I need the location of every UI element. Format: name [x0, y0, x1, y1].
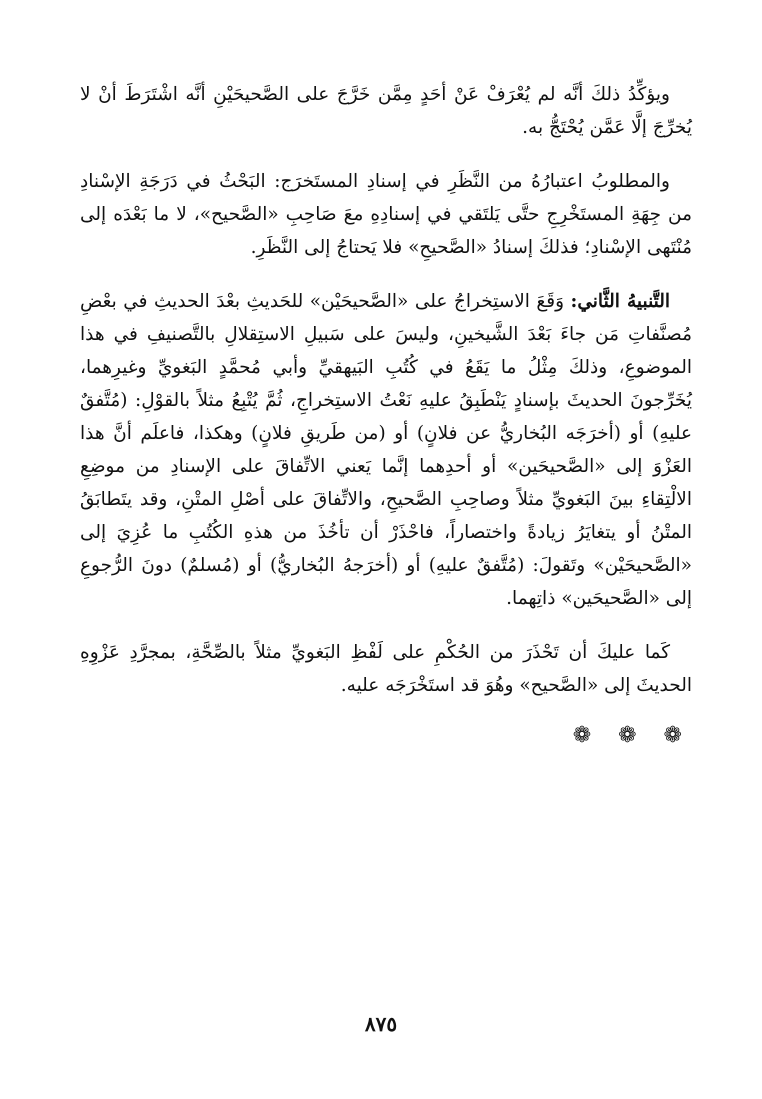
page-number: ٨٧٥ [364, 1012, 398, 1036]
paragraph-1-text: ويؤكِّدُ ذلكَ أنَّه لم يُعْرَفْ عَنْ أحَدٍ مِمَّن خَرَّجَ على الصَّحيحَيْنِ أنَّه اشْتَرَطَ أنْ لا يُخرِّجَ إلَّا عَمَّن يُحْتَجُّ به. [80, 84, 692, 138]
paragraph-4-text: كَما عليكَ أن تَحْذَرَ من الحُكْمِ على لَفْظِ البَغويِّ مثلاً بالصِّحَّةِ، بمجرَّدِ عَزْوِهِ الحديثَ إلى «الصَّحيح» وهُوَ قد استَخْرَجَه عليه. [80, 642, 692, 696]
paragraph-2 [80, 165, 692, 264]
paragraph-3-text: وَقَعَ الاستِخراجُ على «الصَّحيحَيْن» للحَديثِ بعْدَ الحديثِ في بعْضِ مُصنَّفاتِ مَن جاءَ بَعْدَ الشَّيخينِ، وليسَ على سَبيلِ الاستِقلالِ بالتَّصنيفِ في هذا الموضوعِ، وذلكَ مِثْلُ ما يَقَعُ في كُتُبِ البَيهقيِّ وأبي مُحمَّدٍ البَغويِّ وغيرِهما، يُخَرِّجونَ الحديثَ بإسنادٍ يَنْطَبِقُ عليهِ نَعْتُ الاستِخراجِ، ثُمَّ يُتْبِعُ مثلاً بالقوْلِ: (مُتَّفقٌ عليهِ) أو (أخرَجَه البُخاريُّ عن فلانٍ) أو (من طَريقِ فلانٍ) وهكذا، فاعلَم أنَّ هذا العَزْوَ إلى «الصَّحيحَين» أو أحدِهما إنَّما يَعني الاتِّفاقَ على الإسنادِ من موضِعِ الالْتِقاءِ بينَ البَغويِّ مثلاً وصاحِبِ الصَّحيحِ، والاتِّفاقَ على أصْلِ المتْنِ، وقد يتَطابَقُ المتْنُ أو يتغايَرُ زيادةً واختصاراً، فاحْذَرْ أن تأخُذَ من هذهِ الكُتُبِ ما عُزِيَ إلى «الصَّحيحَيْن» وتَقولَ: (مُتَّفقٌ عليهِ) أو (أخرَجهُ البُخاريُّ) أو (مُسلمٌ) دونَ الرُّجوعِ إلى «الصَّحيحَين» ذاتِهما. [80, 291, 692, 609]
page-body [80, 78, 692, 748]
paragraph-4 [80, 636, 692, 702]
section-divider-ornament: ❁ ❁ ❁ [572, 723, 692, 748]
paragraph-2-text: والمطلوبُ اعتبارُهُ من النَّظَرِ في إسنادِ المستَخرَج: البَحْثُ في دَرَجَةِ الإسْنادِ من جِهَةِ المستَخْرِجِ حتَّى يَلتَقي في إسنادِهِ معَ صَاحِبِ «الصَّحيح»، لا ما بَعْدَه إلى مُنْتَهى الإسْنادِ؛ فذلكَ إسنادُ «الصَّحيحِ» فلا يَحتاجُ إلى النَّظَرِ. [80, 171, 692, 258]
section-heading: التَّنبيهُ الثَّاني: [570, 291, 671, 312]
paragraph-1 [80, 78, 692, 144]
paragraph-3 [80, 285, 692, 615]
